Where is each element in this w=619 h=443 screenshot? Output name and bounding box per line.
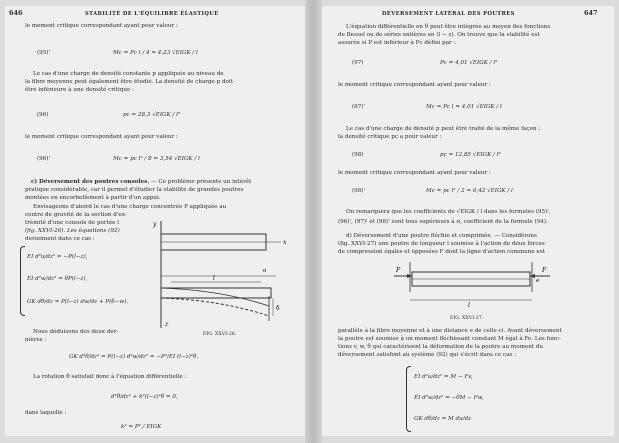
- equation-label: (96)': [37, 156, 51, 162]
- text-line: dans laquelle :: [25, 410, 67, 416]
- text-line: pratique considérable, car il permet d'étudier la stabilité de grandes poutres: [25, 187, 244, 193]
- equation: EI d²u/dz² = −P(l−z),: [27, 254, 88, 260]
- text-line: On remarquera que les coefficients de √EIGK / l dans les formules (95)',: [346, 209, 551, 215]
- svg-text:l: l: [213, 275, 215, 282]
- text-line: le moment critique correspondant ayant pour valeur :: [338, 170, 491, 176]
- left-page: [5, 6, 305, 436]
- text-line: montées en encorbellement à partir d'un appui.: [25, 195, 161, 201]
- text-line: parallèle à la fibre moyenne et à une distance e de celle-ci. Avant déversement: [338, 328, 562, 334]
- text-line: trémité d'une console de portée l: [25, 220, 120, 226]
- text-line: le moment critique correspondant ayant pour valeur :: [25, 23, 178, 29]
- equation: EI d²w/dz² = θP(l−z),: [27, 276, 88, 282]
- equation: EI d²w/dz² = −θM − Fw,: [414, 395, 484, 401]
- equation-label: (98): [352, 152, 364, 158]
- equation: k² = P² / EIGK: [121, 424, 162, 430]
- equation: GK dθ/dz = M du/dz: [414, 416, 472, 422]
- text-line: déversement satisfont au système (92) qui s'écrit dans ce cas :: [338, 352, 516, 358]
- page-number: 647: [584, 9, 598, 17]
- cantilever-figure: [151, 216, 301, 336]
- svg-text:y: y: [153, 221, 157, 228]
- page-number: 646: [9, 9, 23, 17]
- equation-label: (95)': [37, 50, 51, 56]
- equation: Mc = pc l² / 8 = 3,54 √EIGK / l: [113, 156, 200, 162]
- text-line: Nous déduisons des deux der-: [33, 329, 119, 335]
- equation: EI d²u/dz² = M − Fv,: [414, 374, 473, 380]
- svg-text:F: F: [542, 267, 547, 274]
- text-line: La rotation θ satisfait donc à l'équation différentielle :: [33, 374, 187, 380]
- text-line: être inférieure à une densité critique :: [25, 87, 134, 93]
- svg-text:e: e: [536, 278, 540, 284]
- section-heading: c) Déversement des poutres consoles. — Ce problème présente un intérêt: [31, 179, 252, 185]
- text-line: tions v, w, θ qui caractérisent la déformation de la poutre au moment du: [338, 344, 544, 350]
- equation: GK dθ/dz = P(l−z) dw/dz + P(δ−w).: [27, 299, 129, 305]
- equation: Pc = 4,01 √EIGK / l²: [440, 60, 498, 66]
- text-line: (fig. XXVI-27) une poutre de longueur l soumise à l'action de deux forces: [338, 241, 545, 247]
- compressed-beam-figure: [382, 258, 572, 318]
- svg-text:o: o: [263, 268, 267, 274]
- text-line: assurée si P est inférieur à Pc défini par :: [338, 40, 456, 46]
- svg-text:F: F: [396, 267, 401, 274]
- text-line: centre de gravité de la section d'ex-: [25, 212, 127, 218]
- equation: Mc = pc l² / 2 = 6,42 √EIGK / l: [426, 188, 513, 194]
- equation: Mc = Pc l = 4,01 √EIGK / l: [426, 104, 502, 110]
- equation-label: (96): [37, 112, 49, 118]
- text-line: deviennent dans ce cas :: [25, 236, 95, 242]
- text-line: L'équation différentielle en θ peut être intégrée au moyen des fonctions: [346, 24, 551, 30]
- text-line: de Bessel ou de séries entières en (l − z). On trouve que la stabilité est: [338, 32, 540, 38]
- equation-brace: [20, 246, 25, 316]
- equation: Mc = Pc l / 4 = 4,23 √EIGK / l: [113, 50, 198, 56]
- text-line: le moment critique correspondant ayant pour valeur :: [25, 134, 178, 140]
- svg-text:x: x: [283, 239, 287, 246]
- figure-caption: FIG. XXVI-26.: [203, 332, 237, 337]
- svg-text:z: z: [165, 321, 169, 328]
- text-line: nières :: [25, 337, 47, 343]
- text-line: le moment critique correspondant ayant pour valeur :: [338, 82, 491, 88]
- book-gutter: [305, 0, 322, 443]
- equation-brace: [406, 366, 411, 432]
- text-line: (fig. XXVI-26). Les équations (92): [25, 228, 120, 234]
- equation: pc = 12,85 √EIGK / l³: [440, 152, 501, 158]
- equation: d²θ/dz² + k²(l−z)²θ = 0,: [111, 394, 178, 400]
- equation: pc = 28,3 √EIGK / l³: [123, 112, 181, 118]
- running-header: STABILITÉ DE L'ÉQUILIBRE ÉLASTIQUE: [85, 11, 219, 17]
- text-line: de compression égales et opposées F dont la ligne d'action commune est: [338, 249, 545, 255]
- svg-text:δ: δ: [276, 305, 280, 312]
- text-line: (96)', (97)' et (98)' sont tous supérieurs à π, coefficient de la formule (94).: [338, 219, 548, 225]
- text-line: Le cas d'une charge de densité constante p appliquée au niveau de: [33, 71, 224, 77]
- running-header: DÉVERSEMENT LATÉRAL DES POUTRES: [382, 11, 515, 17]
- text-line: la poutre est soumise à un moment fléchissant constant M égal à Fe. Les fonc-: [338, 336, 561, 342]
- text-line: la fibre moyenne peut également être étudié. La densité de charge p doit: [25, 79, 233, 85]
- figure-caption: FIG. XXVI-27.: [450, 316, 484, 321]
- equation: GK d³θ/dz³ = P(l−z) d²w/dz² = −P²/EI (l−z)²θ.: [69, 354, 199, 360]
- equation-label: (97)': [352, 104, 366, 110]
- equation-label: (98)': [352, 188, 366, 194]
- text-line: Envisageons d'abord le cas d'une charge concentrée P appliquée au: [33, 204, 227, 210]
- svg-text:l: l: [468, 302, 470, 309]
- equation-label: (97): [352, 60, 364, 66]
- section-heading: d) Déversement d'une poutre fléchie et comprimée. — Considérons: [346, 233, 537, 239]
- text-line: la densité critique pc a pour valeur :: [338, 134, 442, 140]
- right-page: [322, 6, 614, 436]
- text-line: Le cas d'une charge de densité p peut être traité de la même façon ;: [346, 126, 541, 132]
